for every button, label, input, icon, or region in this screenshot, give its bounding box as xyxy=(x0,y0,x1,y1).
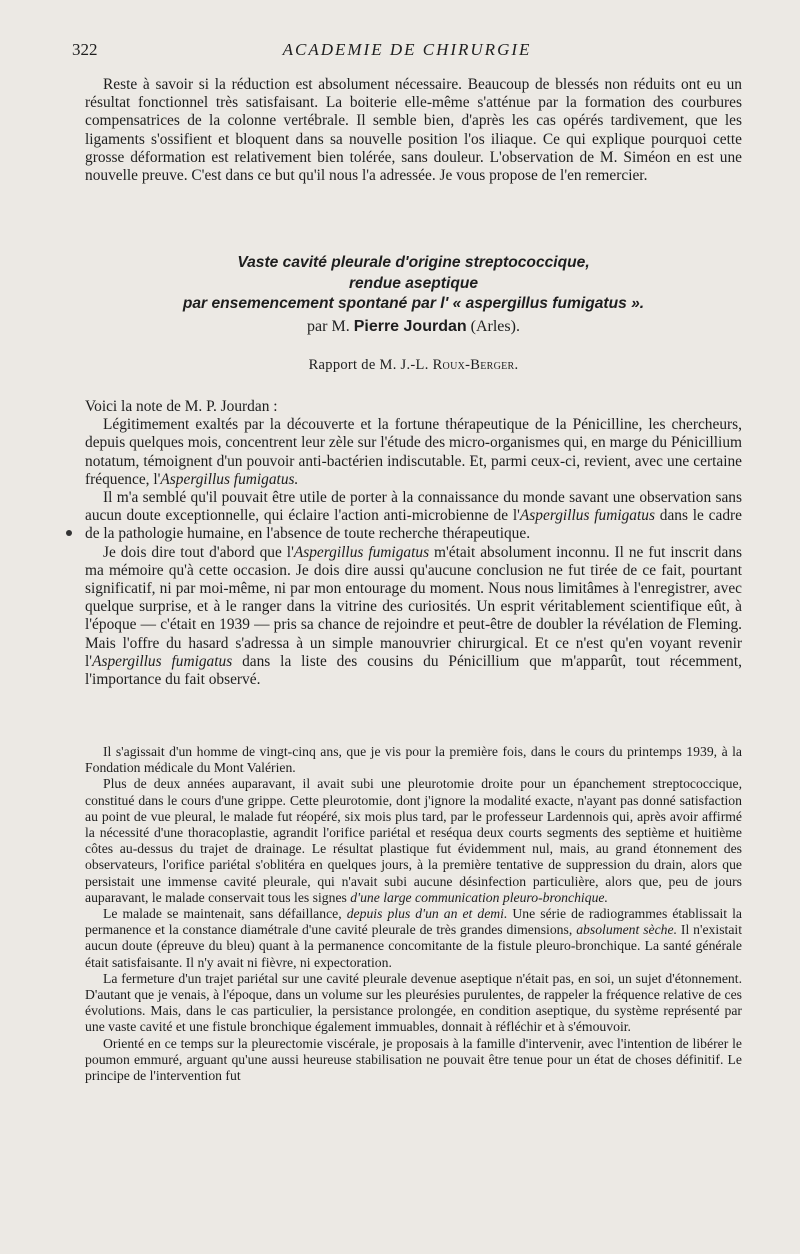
article-title-line-1: Vaste cavité pleurale d'origine streptococcique, xyxy=(237,254,590,271)
note-paragraph-1: Voici la note de M. P. Jourdan : xyxy=(85,398,278,415)
note-p3-text-a: Il m'a semblé qu'il pouvait être utile de porter à la connaissance du monde savant une observation sans aucun doute exceptionnelle, qui éclaire l'action anti-microbienne de l' xyxy=(85,489,742,525)
author-name: Pierre Jourdan xyxy=(353,318,467,335)
byline xyxy=(85,318,742,336)
case-paragraph-1: Il s'agissait d'un homme de vingt-cinq ans, que je vis pour la première fois, dans le cours du printemps 1939, à la Fondation médicale du Mont Valérien. xyxy=(85,744,742,776)
note-p4-text-a: Je dois dire tout d'abord que l' xyxy=(103,543,294,561)
report-author: Roux-Berger. xyxy=(432,357,519,373)
case-paragraph-3 xyxy=(85,906,742,971)
case-p3-emphasis-2: absolument sèche. xyxy=(576,922,678,938)
case-p3-text-b: Une série de radiogrammes établissait la permanence et la constance diamétrale d'une cavité pleurale de très grandes dimensions, xyxy=(85,906,742,938)
case-p3-emphasis-1: depuis plus d'un an et demi. xyxy=(346,906,508,922)
page-number: 322 xyxy=(72,40,98,59)
journal-title: ACADEMIE DE CHIRURGIE xyxy=(282,40,532,59)
author-place: (Arles). xyxy=(470,318,520,335)
case-p3-text-c: Il n'existait aucun doute (épreuve du bleu) quant à la permanence concomitante de la fistule pleuro-bronchique. La santé générale était satisfaisante. Il n'y avait ni fièvre, ni expectoration. xyxy=(85,922,743,970)
case-section xyxy=(85,744,742,1084)
note-p4-emphasis-1: Aspergillus fumigatus xyxy=(293,543,430,561)
article-title xyxy=(85,253,742,315)
note-section xyxy=(85,398,742,689)
note-p2-emphasis: Aspergillus fumigatus. xyxy=(160,470,299,488)
case-paragraph-2 xyxy=(85,776,742,906)
intro-paragraph: Reste à savoir si la réduction est absolument nécessaire. Beaucoup de blessés non réduits ont eu un résultat fonctionnel très satisfaisant. La boiterie elle-même s'atténue par la formation des courbures compensatrices de la colonne vertébrale. Il semble bien, d'après les cas opérés tardivement, que les ligaments s'ossifient et bloquent dans sa nouvelle position l'os iliaque. Ce qui explique pourquoi cette grosse déformation est relativement bien tolérée, sans douleur. L'observation de M. Siméon en est une nouvelle preuve. C'est dans ce but qu'il nous l'a adressée. Je vous propose de l'en remercier. xyxy=(85,76,742,185)
note-p4-text-b: m'était absolument inconnu. Il ne fut inscrit dans ma mémoire qu'à cette occasion. Je dois dire aussi qu'aucune conclusion ne fut tirée de ce fait, pourtant significatif, ni par moi-même, ni par mon entourage du moment. Nous nous limitâmes à l'enregistrer, avec quelque surprise, et à le ranger dans la vitrine des curiosités. Un esprit véritablement scientifique eût, à l'époque — c'était en 1939 — pris sa chance de rejoindre et peut-être de doubler la révélation de Fleming. Mais l'offre du hasard s'adressa à un simple manouvrier chirurgical. Et ce n'est qu'en voyant revenir l' xyxy=(85,543,743,670)
note-p4-emphasis-2: Aspergillus fumigatus xyxy=(92,652,233,670)
report-prefix: Rapport de M. J.-L. xyxy=(308,357,429,373)
case-paragraph-5: Orienté en ce temps sur la pleurectomie viscérale, je proposais à la famille d'intervenir, avec l'intention de libérer le poumon emmuré, arguant qu'une aussi heureuse stabilisation ne pouvait être tenue pour un état de choses définitif. Le principe de l'intervention fut xyxy=(85,1035,742,1084)
case-p2-text: Plus de deux années auparavant, il avait subi une pleurotomie droite pour un épanchement streptococcique, constitué dans le cours d'une grippe. Cette pleurotomie, dont j'ignore la modalité exacte, n'ayant pas donné satisfaction au point de vue pleural, le malade fut réopéré, six mois plus tard, par le professeur Lardennois qui, après avoir affirmé la nécessité d'une thoracoplastie, agrandit l'orifice pariétal et reséqua deux courts segments des septième et huitième côtes au-dessus du trajet de drainage. Le résultat plastique fut évidemment nul, mais, au grand étonnement des observateurs, l'orifice pariétal s'oblitéra en quelques jours, à la première tentative de suppression du drain, alors que persistait une immense cavité pleurale, qui n'avait subi aucune désinfection particulière, alors que, peu de jours auparavant, le malade conservait tous les signes xyxy=(85,776,742,905)
note-p3-text-b: dans le cadre de la pathologie humaine, en l'absence de toute recherche thérapeutique. xyxy=(85,507,742,543)
margin-bullet xyxy=(66,530,72,536)
note-paragraph-4 xyxy=(85,544,742,690)
note-p4-text-c: dans la liste des cousins du Pénicillium que m'apparût, tout récemment, l'importance du fait observé. xyxy=(85,652,742,689)
case-p2-emphasis: d'une large communication pleuro-bronchique. xyxy=(350,889,608,905)
note-p3-emphasis: Aspergillus fumigatus xyxy=(519,507,655,525)
note-paragraph-3 xyxy=(85,489,742,544)
article-title-line-3: par ensemencement spontané par l' « aspergillus fumigatus ». xyxy=(182,295,645,312)
article-title-line-2: rendue aseptique xyxy=(348,274,479,292)
note-paragraph-2 xyxy=(85,416,742,489)
byline-prefix: par M. xyxy=(307,318,350,335)
report-line xyxy=(85,357,742,374)
intro-section xyxy=(85,76,742,185)
case-p3-text-a: Le malade se maintenait, sans défaillance, xyxy=(103,906,347,922)
running-head xyxy=(72,40,742,64)
case-paragraph-4: La fermeture d'un trajet pariétal sur une cavité pleurale devenue aseptique n'était pas, en soi, un sujet d'étonnement. D'autant que je venais, à l'époque, dans un volume sur les pleurésies purulentes, de rappeler la fréquence relative de ces évolutions. Mais, dans le cas particulier, la persistance prolongée, en condition aseptique, du système représenté par une vaste cavité et une fistule bronchique également immuables, donnait à réfléchir et à s'émouvoir. xyxy=(85,970,742,1035)
note-p2-text: Légitimement exaltés par la découverte et la fortune thérapeutique de la Pénicilline, les chercheurs, depuis quelques mois, concentrent leur zèle sur l'étude des micro-organismes qui, en marge du Pénicillium notatum, témoignent d'un pouvoir anti-bactérien indiscutable. Et, parmi ceux-ci, revient, avec une certaine fréquence, l' xyxy=(85,416,742,488)
